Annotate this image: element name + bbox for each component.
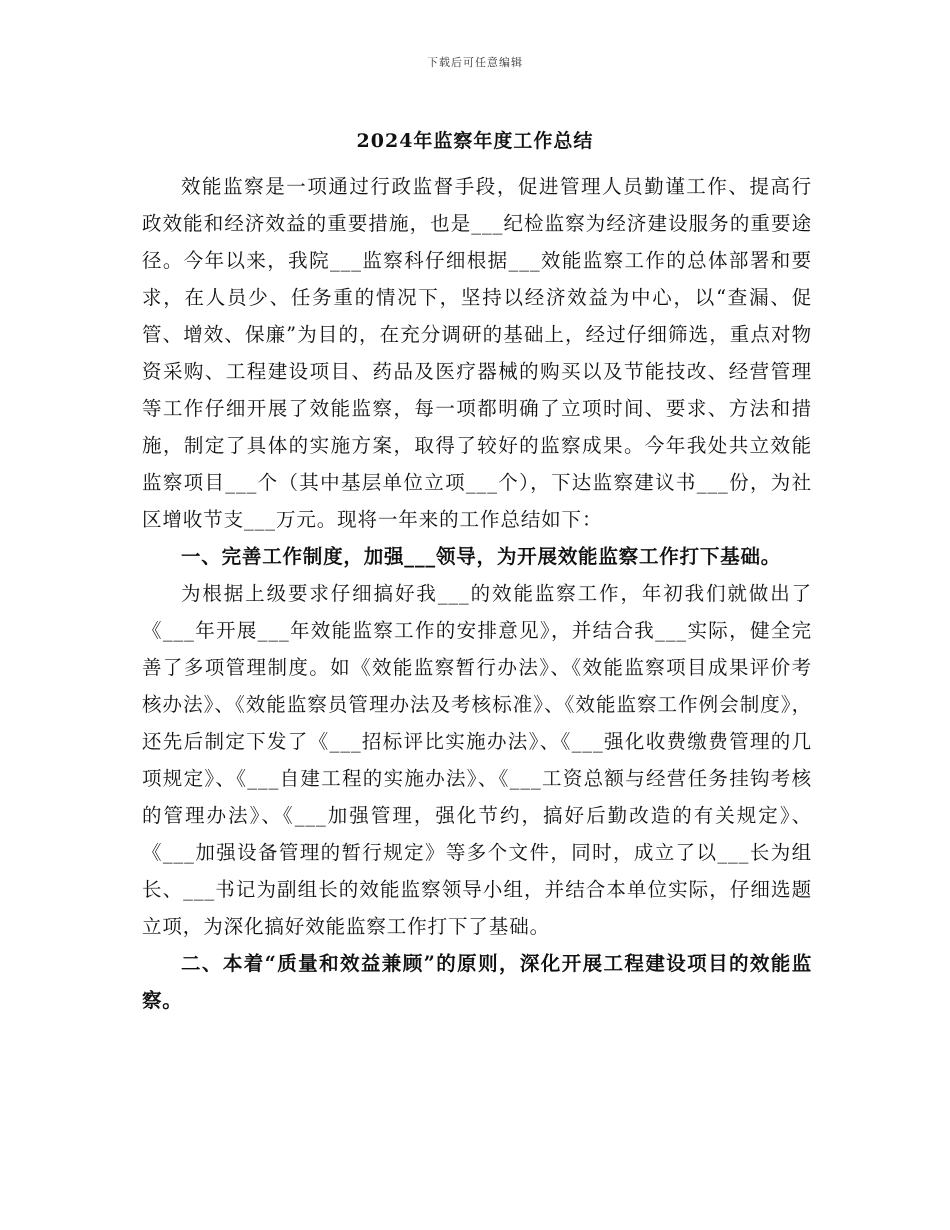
header-note: 下载后可任意编辑 <box>427 56 523 69</box>
section-heading-2: 二、本着“质量和效益兼顾”的原则，深化开展工程建设项目的效能监察。 <box>142 952 812 1012</box>
document-title: 2024年监察年度工作总结 <box>356 130 594 152</box>
document-body <box>142 168 812 1019</box>
section-heading-1: 一、完善工作制度，加强___领导，为开展效能监察工作打下基础。 <box>181 545 782 568</box>
section-1-paragraph: 为根据上级要求仔细搞好我___的效能监察工作，年初我们就做出了《___年开展___年效能监察工作的安排意见》，并结合我___实际，健全完善了多项管理制度。如《效能监察暂行办法》、《效能监察项目成果评价考核办法》、《效能监察员管理办法及考核标准》、《效能监察工作例会制度》，还先后制定下发了《___招标评比实施办法》、《___强化收费缴费管理的几项规定》、《___自建工程的实施办法》、《___工资总额与经营任务挂钩考核的管理办法》、《___加强管理，强化节约，搞好后勤改造的有关规定》、《___加强设备管理的暂行规定》等多个文件，同时，成立了以___长为组长、___书记为副组长的效能监察领导小组，并结合本单位实际，仔细选题立项，为深化搞好效能监察工作打下了基础。 <box>142 582 812 938</box>
intro-paragraph: 效能监察是一项通过行政监督手段，促进管理人员勤谨工作、提高行政效能和经济效益的重要措施，也是___纪检监察为经济建设服务的重要途径。今年以来，我院___监察科仔细根据___效能监察工作的总体部署和要求，在人员少、任务重的情况下，坚持以经济效益为中心，以“查漏、促管、增效、保廉”为目的，在充分调研的基础上，经过仔细筛选，重点对物资采购、工程建设项目、药品及医疗器械的购买以及节能技改、经营管理等工作仔细开展了效能监察，每一项都明确了立项时间、要求、方法和措施，制定了具体的实施方案，取得了较好的监察成果。今年我处共立效能监察项目___个（其中基层单位立项___个），下达监察建议书___份，为社区增收节支___万元。现将一年来的工作总结如下： <box>142 175 812 531</box>
